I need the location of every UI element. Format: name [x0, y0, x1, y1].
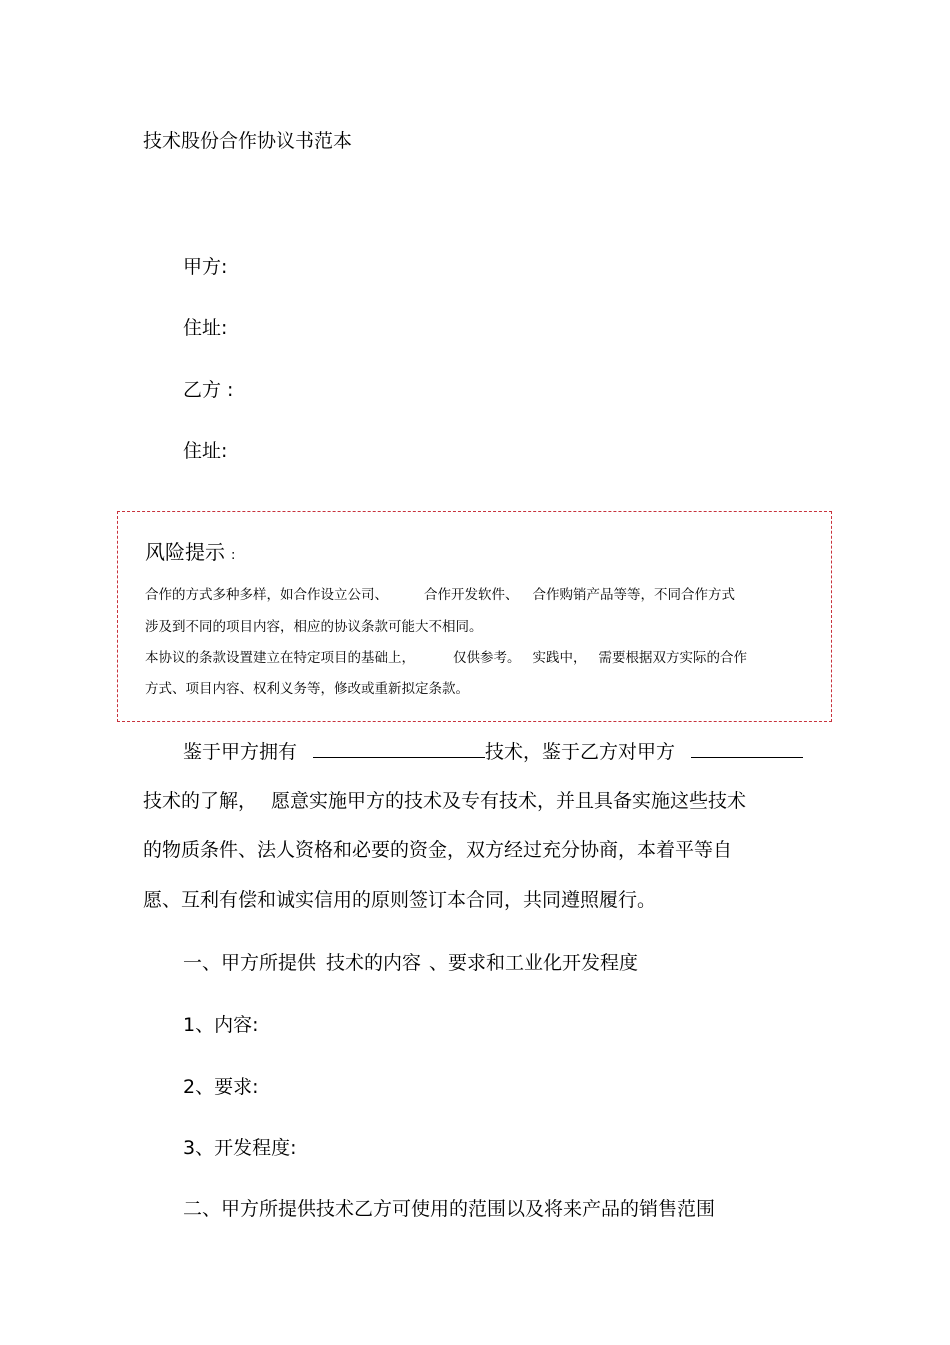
party-b-address-label: 住址: — [183, 440, 228, 462]
preamble-line — [183, 739, 803, 764]
risk-notice-line — [145, 586, 735, 604]
section-2-heading: 二、甲方所提供技术乙方可使用的范围以及将来产品的销售范围 — [183, 1198, 716, 1220]
preamble-text: 愿意实施甲方的技术及专有技术，并且具备实施这些技术 — [271, 790, 747, 812]
section-heading-text: 、要求和工业化开发程度 — [429, 952, 639, 974]
risk-notice-text: 合作的方式多种多样，如合作设立公司、 — [145, 587, 388, 603]
preamble-text: 技术，鉴于乙方对甲方 — [485, 741, 676, 763]
blank-field-technology-2 — [691, 739, 803, 758]
risk-notice-heading — [145, 539, 235, 569]
risk-notice-heading-colon: : — [231, 548, 236, 563]
risk-notice-line: 涉及到不同的项目内容，相应的协议条款可能大不相同。 — [145, 619, 483, 635]
party-a-label: 甲方: — [183, 256, 228, 278]
risk-notice-text: 实践中， — [532, 650, 587, 666]
preamble-line: 的物质条件、法人资格和必要的资金，双方经过充分协商，本着平等自 — [143, 839, 733, 861]
party-a-address-label: 住址: — [183, 317, 228, 339]
section-heading-text: 一、甲方所提供 — [183, 952, 317, 974]
section-1-item-requirements: 2、要求: — [183, 1076, 259, 1098]
preamble-text: 技术的了解， — [143, 790, 258, 812]
risk-notice-line — [145, 649, 747, 667]
risk-notice-box — [117, 511, 832, 722]
risk-notice-text: 合作购销产品等等，不同合作方式 — [532, 587, 735, 603]
section-1-item-content: 1、内容: — [183, 1014, 259, 1036]
risk-notice-text: 本协议的条款设置建立在特定项目的基础上， — [145, 650, 415, 666]
blank-field-technology — [313, 739, 485, 758]
section-1-heading — [183, 951, 638, 975]
party-b-label: 乙方 : — [183, 379, 234, 401]
section-heading-text: 技术的内容 — [326, 952, 422, 974]
preamble-text: 鉴于甲方拥有 — [183, 741, 298, 763]
preamble-line — [143, 789, 746, 813]
document-title: 技术股份合作协议书范本 — [143, 130, 353, 152]
risk-notice-heading-text: 风险提示 — [145, 540, 225, 564]
risk-notice-line: 方式、项目内容、权利义务等，修改或重新拟定条款。 — [145, 681, 469, 697]
section-1-item-development: 3、开发程度: — [183, 1137, 297, 1159]
preamble-line: 愿、互利有偿和诚实信用的原则签订本合同，共同遵照履行。 — [143, 889, 657, 911]
risk-notice-text: 合作开发软件、 — [424, 587, 519, 603]
risk-notice-text: 仅供参考。 — [453, 650, 521, 666]
risk-notice-text: 需要根据双方实际的合作 — [598, 650, 747, 666]
